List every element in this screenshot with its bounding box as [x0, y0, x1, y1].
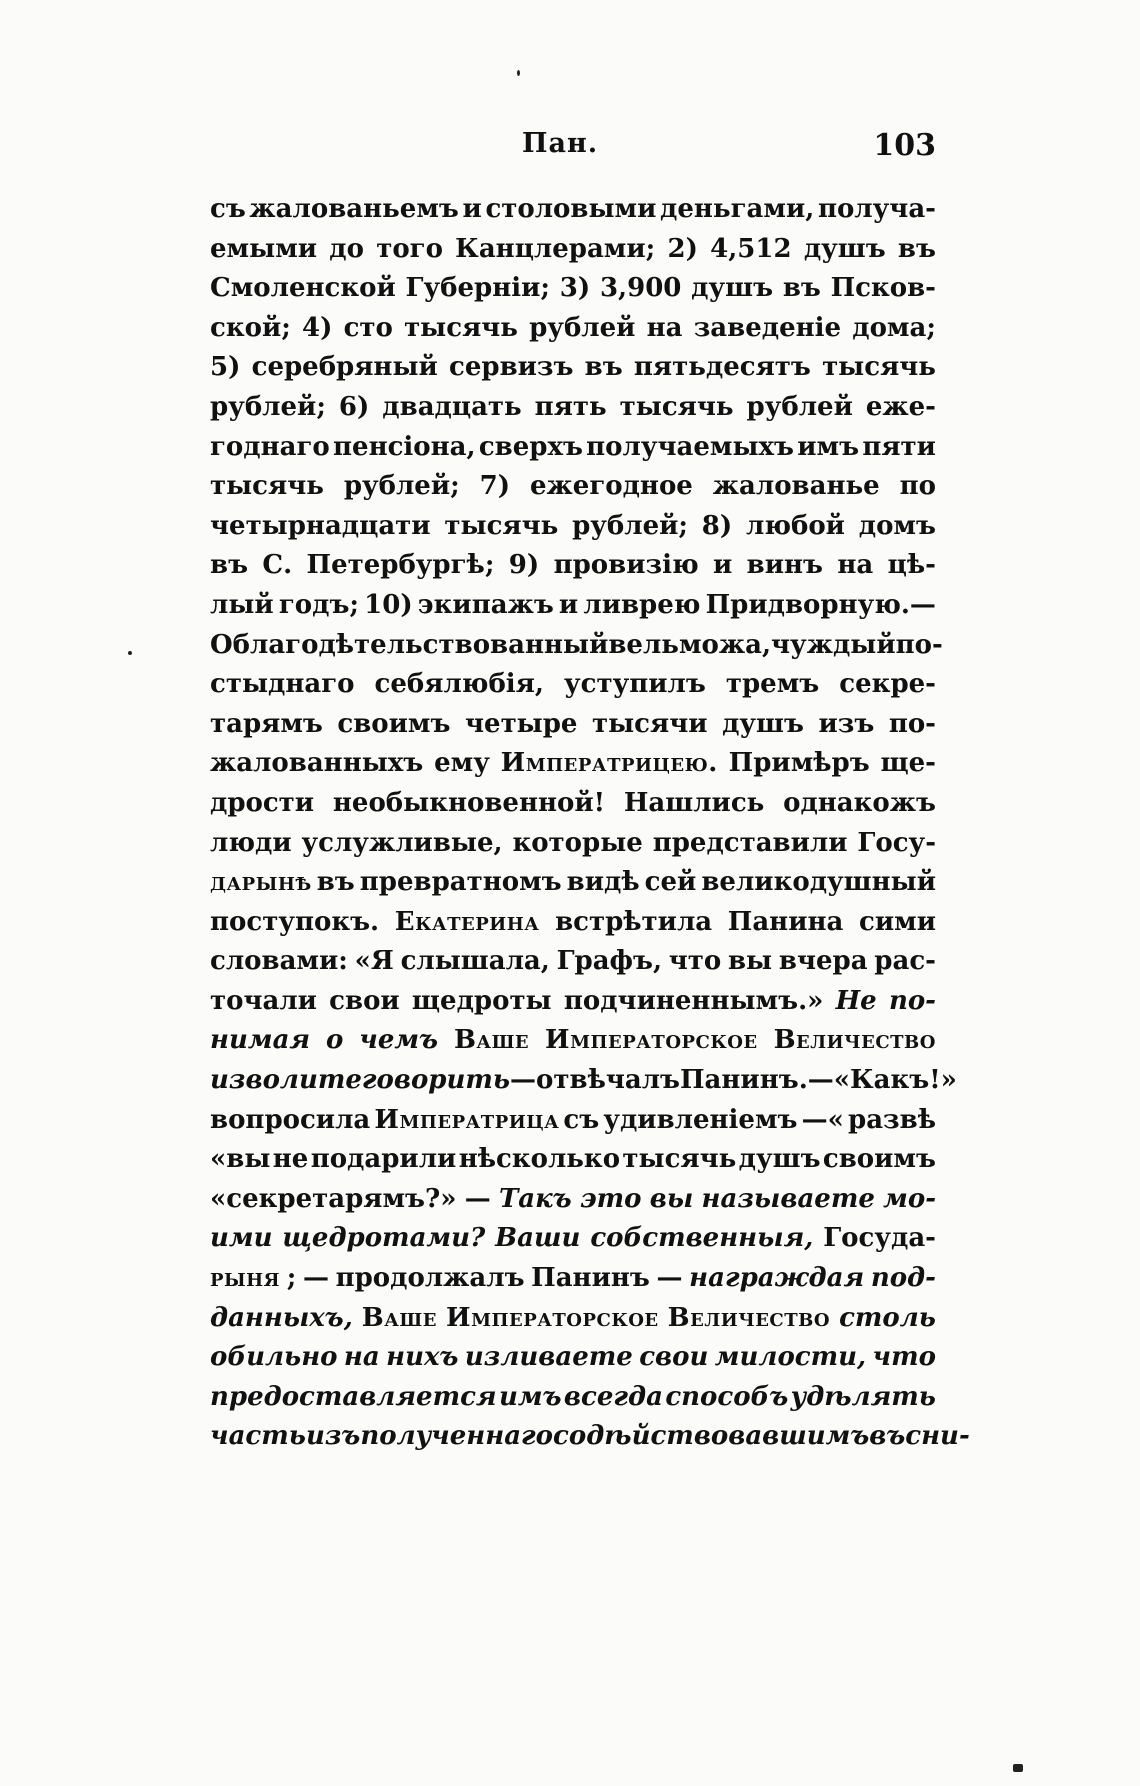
word: сервизъ — [449, 352, 574, 383]
word: съ — [210, 194, 246, 224]
word: Величество — [773, 1025, 936, 1056]
word: —отвѣчалъ — [510, 1065, 680, 1096]
word: и — [462, 194, 482, 224]
word: чемъ — [359, 1025, 439, 1056]
print-speck — [128, 651, 132, 655]
text-line — [210, 309, 936, 349]
word: свои — [329, 985, 400, 1016]
word: тысячь — [622, 1144, 737, 1175]
word: тысячь — [404, 312, 518, 343]
word: душъ — [803, 233, 886, 264]
word: винъ — [746, 550, 823, 581]
text-line — [210, 744, 936, 784]
word: говорить — [361, 1065, 511, 1096]
word: 4,512 — [710, 233, 792, 264]
text-line — [210, 269, 936, 309]
word: пяти — [862, 431, 936, 462]
word: — — [464, 1183, 491, 1214]
word: по- — [888, 985, 936, 1016]
word: точали — [210, 985, 317, 1016]
word: рас- — [874, 946, 936, 977]
word: превратномъ — [359, 867, 562, 898]
word: Императрицею. — [500, 748, 718, 779]
word: 2) — [667, 233, 698, 264]
text-line — [210, 705, 936, 745]
word: не — [272, 1144, 309, 1175]
word: на — [837, 550, 874, 581]
word: пять — [534, 391, 607, 422]
word: вельможа, — [608, 629, 772, 660]
word: двадцать — [382, 391, 522, 422]
word: имъ — [797, 431, 860, 462]
word: душъ — [722, 708, 804, 739]
word: ливрею — [583, 589, 701, 620]
word: вчера — [778, 946, 868, 977]
word: имъ — [499, 1381, 562, 1412]
word: на — [646, 312, 683, 343]
word: нимая — [210, 1025, 311, 1056]
word: по — [899, 471, 936, 502]
page-header — [210, 128, 936, 172]
word: тысячь — [822, 352, 936, 383]
word: по- — [895, 629, 943, 660]
text-line — [210, 467, 936, 507]
word: данныхъ, — [210, 1302, 353, 1333]
word: Панинъ — [531, 1263, 650, 1294]
word: столь — [839, 1302, 936, 1333]
word: четыре — [465, 708, 578, 739]
text-line — [210, 507, 936, 547]
word: это — [579, 1183, 642, 1214]
word: Екатерина — [394, 906, 540, 937]
word: о — [326, 1025, 344, 1056]
word: Панина — [727, 906, 844, 937]
word: удивленіемъ — [603, 1104, 798, 1135]
text-line — [210, 1299, 936, 1339]
word: «секретарямъ?» — [210, 1183, 457, 1214]
word: свои — [639, 1342, 709, 1373]
text-line — [210, 903, 936, 943]
word: что — [668, 946, 722, 977]
word: ежегодное — [529, 471, 693, 502]
word: слышала, — [400, 946, 550, 977]
word: Графъ, — [556, 946, 662, 977]
text-line — [210, 546, 936, 586]
word: тысячь — [444, 510, 559, 541]
word: Нашлись — [623, 787, 765, 818]
word: изволите — [210, 1065, 362, 1096]
text-line — [210, 1338, 936, 1378]
word: изъ — [305, 1421, 361, 1452]
word: 8) — [701, 510, 733, 541]
text-line — [210, 626, 943, 666]
word: въ — [316, 867, 355, 898]
word: жалованныхъ — [210, 748, 424, 779]
word: четырнадцати — [210, 510, 431, 541]
text-line — [210, 428, 936, 468]
print-speck — [1013, 1764, 1023, 1772]
word: ими — [210, 1223, 273, 1254]
text-line — [210, 1417, 970, 1457]
word: подарили — [310, 1144, 457, 1175]
word: 3,900 — [599, 273, 682, 304]
word: въ — [897, 233, 936, 264]
word: предоставляется — [210, 1381, 497, 1412]
word: необыкновенной! — [332, 787, 606, 818]
word: емыми — [210, 233, 318, 264]
word: дарынѣ — [210, 867, 312, 898]
word: и — [558, 589, 579, 620]
text-line — [210, 1021, 936, 1061]
text-line — [210, 863, 936, 903]
word: своимъ — [822, 1144, 936, 1175]
word: пенсіона, — [333, 431, 476, 462]
word: вопросила — [210, 1104, 371, 1135]
word: провизію — [553, 550, 699, 581]
word: — — [656, 1263, 683, 1294]
word: способъ — [665, 1381, 789, 1412]
word: того — [376, 233, 443, 264]
word: тысячи — [592, 708, 708, 739]
text-line — [210, 1061, 957, 1101]
word: «вы — [210, 1144, 271, 1175]
word: Императорское — [446, 1302, 659, 1333]
text-line — [210, 1259, 936, 1299]
text-line — [210, 1140, 936, 1180]
word: под- — [870, 1263, 936, 1294]
word: которые — [512, 827, 643, 858]
word: тремъ — [725, 669, 820, 700]
word: жалованье — [712, 471, 880, 502]
text-line — [210, 190, 936, 230]
word: Ваше — [453, 1025, 530, 1056]
word: подчиненнымъ.» — [563, 985, 824, 1016]
word: Такъ — [498, 1183, 572, 1214]
word: 5) — [210, 352, 241, 383]
word: сто — [343, 312, 393, 343]
text-line — [210, 586, 936, 626]
word: люди — [210, 827, 292, 858]
page-number: 103 — [873, 128, 936, 163]
word: ще- — [880, 748, 936, 779]
text-line — [210, 1101, 936, 1141]
word: получа- — [817, 194, 936, 224]
word: Придворную.— — [705, 589, 936, 620]
word: изъ — [818, 708, 875, 739]
word: годнаго — [210, 431, 330, 462]
word: цѣ- — [887, 550, 936, 581]
word: Панинъ.—«Какъ!» — [680, 1065, 957, 1096]
text-line — [210, 824, 936, 864]
word: любой — [746, 510, 845, 541]
word: Примѣръ — [728, 748, 870, 779]
word: дома; — [852, 312, 936, 343]
word: щедроты — [411, 985, 552, 1016]
word: услужливые, — [301, 827, 503, 858]
word: вы — [727, 946, 773, 977]
word: тысячь — [619, 391, 734, 422]
word: 7) — [479, 471, 511, 502]
word: Смоленской — [210, 273, 396, 304]
word: тарямъ — [210, 708, 323, 739]
word: секре- — [839, 669, 936, 700]
word: щедротами? — [282, 1223, 486, 1254]
word: —« — [801, 1104, 844, 1135]
word: ской; — [210, 312, 291, 343]
word: видѣ — [566, 867, 640, 898]
text-line — [210, 1180, 936, 1220]
word: дрости — [210, 787, 315, 818]
text-line — [210, 942, 936, 982]
word: Облагодѣтельствованный — [210, 629, 609, 660]
word: ему — [434, 748, 490, 779]
word: жалованьемъ — [249, 194, 459, 224]
word: поступокъ. — [210, 906, 380, 937]
word: С. — [262, 550, 293, 581]
text-line — [210, 784, 936, 824]
word: Императорское — [545, 1025, 758, 1056]
word: деньгами, — [660, 194, 815, 224]
word: 9) — [508, 550, 540, 581]
word: Императрица — [374, 1104, 560, 1135]
word: чуждый — [771, 629, 896, 660]
word: что — [872, 1342, 936, 1373]
word: рублей; — [210, 391, 326, 422]
word: душъ — [691, 273, 774, 304]
word: полученнаго — [360, 1421, 554, 1452]
word: столовыми — [485, 194, 657, 224]
word: годъ; — [278, 589, 359, 620]
word: Величество — [667, 1302, 831, 1333]
word: развѣ — [848, 1104, 936, 1135]
word: встрѣтила — [555, 906, 713, 937]
word: однакожъ — [783, 787, 936, 818]
text-line — [210, 1219, 936, 1259]
word: Ваши — [495, 1223, 581, 1254]
word: душъ — [738, 1144, 821, 1175]
word: въ — [869, 1421, 906, 1452]
word: Госуда- — [823, 1223, 936, 1254]
word: серебряный — [251, 352, 438, 383]
word: нѣсколько — [458, 1144, 621, 1175]
word: изливаете — [464, 1342, 633, 1373]
word: заведеніе — [693, 312, 842, 343]
word: до — [329, 233, 364, 264]
word: Псков- — [830, 273, 936, 304]
text-line — [210, 348, 936, 388]
word: своимъ — [337, 708, 451, 739]
word: Канцлерами; — [455, 233, 656, 264]
word: тысячь — [210, 471, 324, 502]
word: удѣлять — [790, 1381, 936, 1412]
word: называете — [701, 1183, 875, 1214]
word: себялюбія, — [374, 669, 544, 700]
word: рублей; — [572, 510, 688, 541]
word: въ — [210, 550, 249, 581]
word: обильно — [210, 1342, 338, 1373]
text-line — [210, 1378, 936, 1418]
text-line — [210, 388, 936, 428]
word: нихъ — [386, 1342, 459, 1373]
text-line — [210, 665, 936, 705]
word: лый — [210, 589, 274, 620]
word: вы — [649, 1183, 694, 1214]
word: въ — [782, 273, 821, 304]
word: часть — [210, 1421, 306, 1452]
word: 3) — [559, 273, 591, 304]
word: Губерніи; — [405, 273, 550, 304]
word: Петербургѣ; — [306, 550, 495, 581]
word: сни- — [905, 1421, 970, 1452]
running-head: Пан. — [522, 128, 599, 159]
word: — — [302, 1263, 329, 1294]
word: «Я — [354, 946, 394, 977]
word: Госу- — [857, 827, 936, 858]
word: рыня — [210, 1263, 281, 1294]
word: великодушный — [701, 867, 936, 898]
word: ; — [286, 1263, 297, 1294]
word: продолжалъ — [335, 1263, 525, 1294]
word: 10) — [364, 589, 413, 620]
word: всегда — [563, 1381, 663, 1412]
word: собственныя, — [590, 1223, 814, 1254]
word: награждая — [689, 1263, 865, 1294]
word: мо- — [883, 1183, 936, 1214]
word: содѣйствовавшимъ — [553, 1421, 870, 1452]
word: экипажъ — [417, 589, 554, 620]
word: домъ — [858, 510, 936, 541]
word: Не — [835, 985, 877, 1016]
word: уступилъ — [564, 669, 706, 700]
text-line — [210, 230, 936, 270]
word: милости, — [714, 1342, 867, 1373]
word: рублей — [746, 391, 853, 422]
word: сверхъ — [478, 431, 583, 462]
word: представили — [652, 827, 848, 858]
word: 6) — [338, 391, 370, 422]
word: еже- — [865, 391, 936, 422]
word: сей — [644, 867, 697, 898]
word: рублей; — [343, 471, 460, 502]
word: Ваше — [361, 1302, 437, 1333]
word: рублей — [529, 312, 636, 343]
word: словами: — [210, 946, 348, 977]
word: 4) — [302, 312, 333, 343]
word: съ — [563, 1104, 600, 1135]
word: на — [343, 1342, 380, 1373]
word: пятьдесятъ — [633, 352, 811, 383]
word: и — [712, 550, 733, 581]
text-line — [210, 982, 936, 1022]
print-speck — [517, 70, 520, 76]
word: по- — [888, 708, 936, 739]
word: сими — [859, 906, 936, 937]
word: получаемыхъ — [586, 431, 795, 462]
word: стыднаго — [210, 669, 355, 700]
word: въ — [584, 352, 623, 383]
body-text — [210, 190, 970, 1457]
